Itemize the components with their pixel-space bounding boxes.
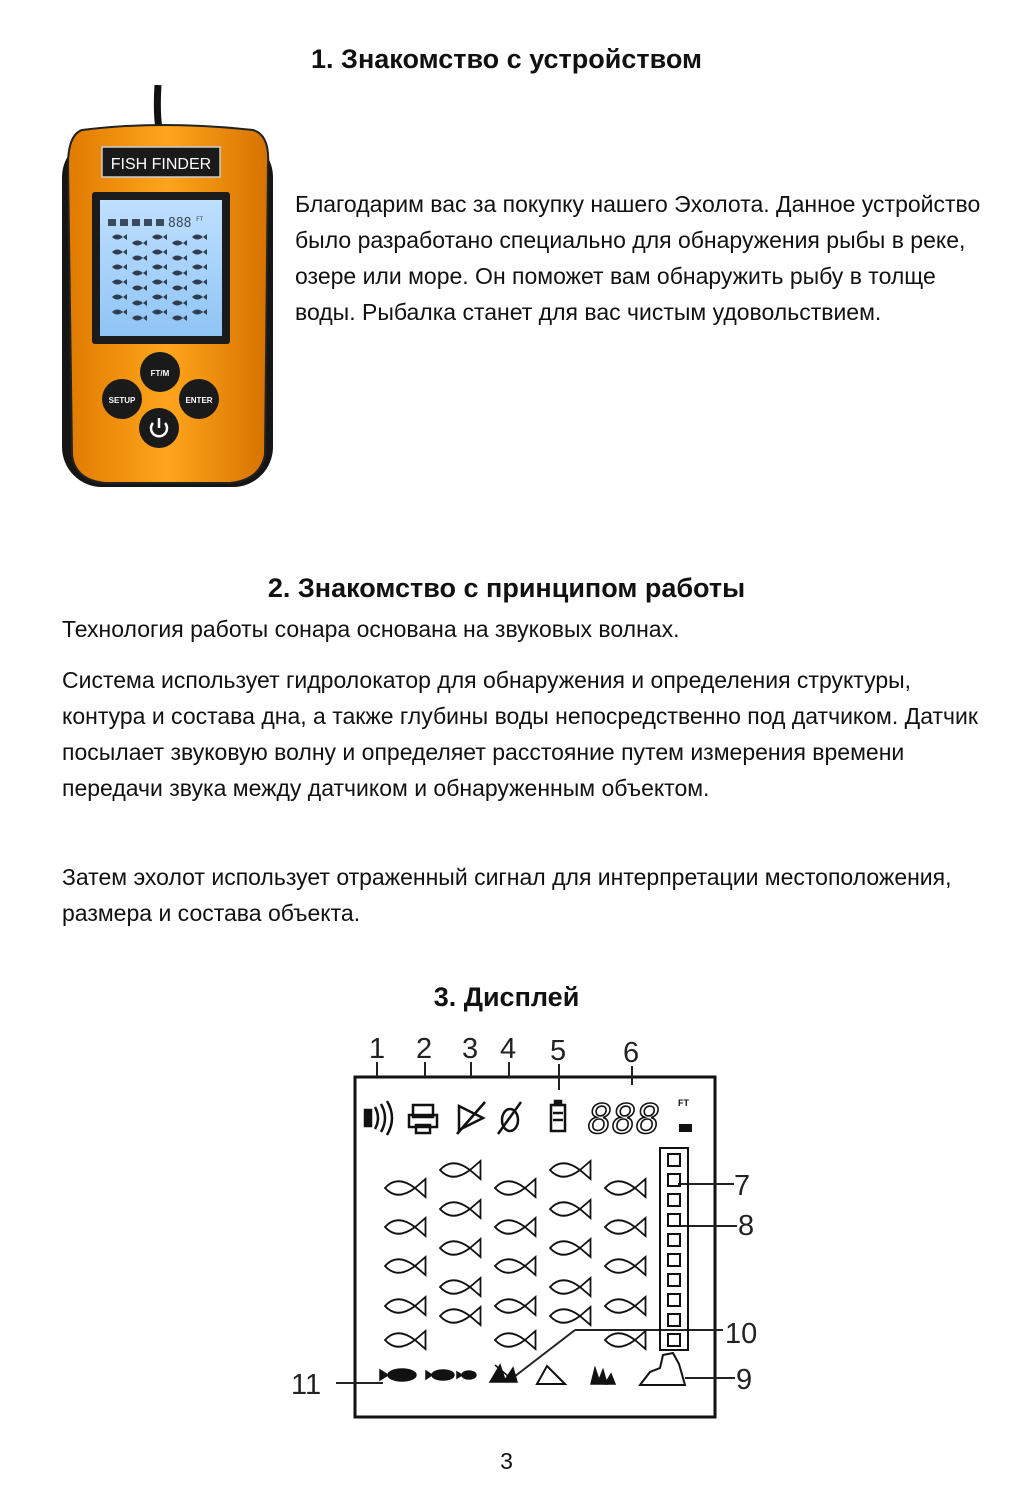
mute-icon: [144, 219, 152, 226]
lcd-unit: FT: [196, 216, 204, 223]
callout-1: 1: [369, 1033, 386, 1065]
callout-7: 7: [734, 1170, 751, 1202]
speaker-icon: [132, 219, 140, 226]
fish-finder-device-image: [60, 85, 275, 490]
ftm-button-label: FT/M: [150, 369, 170, 378]
callout-2: 2: [416, 1033, 433, 1065]
display-diagram: [285, 1030, 765, 1425]
depth-unit: FT: [678, 1098, 689, 1108]
callout-5: 5: [550, 1035, 567, 1067]
brand-label: FISH FINDER: [110, 156, 212, 173]
callout-10: 10: [725, 1318, 758, 1350]
fish-alarm-icon: [120, 219, 128, 226]
depth-digits: 888: [588, 1097, 661, 1143]
lcd-depth-digits: 888: [168, 216, 192, 231]
section1-title: 1. Знакомство с устройством: [311, 44, 702, 74]
callout-9: 9: [736, 1364, 753, 1396]
section2-paragraph-2: Система использует гидролокатор для обнаружения и определения структуры, контура и состава дна, а также глубины воды непосредственно под датчиком. Датчик посылает звуковую волну и определяет расстояние путем измерения времени передачи звука между датчиком и обнаруженным объектом.: [62, 667, 978, 801]
section2-paragraph-3: Затем эхолот использует отраженный сигнал для интерпретации местоположения, размера и состава объекта.: [62, 864, 952, 926]
battery-icon: [156, 219, 164, 226]
section2-paragraph-1: Технология работы сонара основана на звуковых волнах.: [62, 616, 680, 642]
enter-button-label: ENTER: [185, 396, 213, 405]
callout-3: 3: [462, 1033, 479, 1065]
callout-11: 11: [291, 1369, 322, 1401]
callout-4: 4: [500, 1033, 517, 1065]
callout-8: 8: [738, 1210, 755, 1242]
callout-6: 6: [623, 1037, 640, 1069]
signal-icon: [108, 219, 116, 226]
section1-paragraph: Благодарим вас за покупку нашего Эхолота. Данное устройство было разработано специально для обнаружения рыбы в реке, озере или море. Он поможет вам обнаружить рыбу в толще воды. Рыбалка станет для вас чистым удовольствием.: [295, 191, 981, 325]
section3-title: 3. Дисплей: [433, 982, 580, 1012]
page-number: 3: [500, 1448, 513, 1474]
section2-title: 2. Знакомство с принципом работы: [267, 573, 746, 603]
unit-indicator: [679, 1124, 692, 1132]
setup-button-label: SETUP: [108, 396, 136, 405]
